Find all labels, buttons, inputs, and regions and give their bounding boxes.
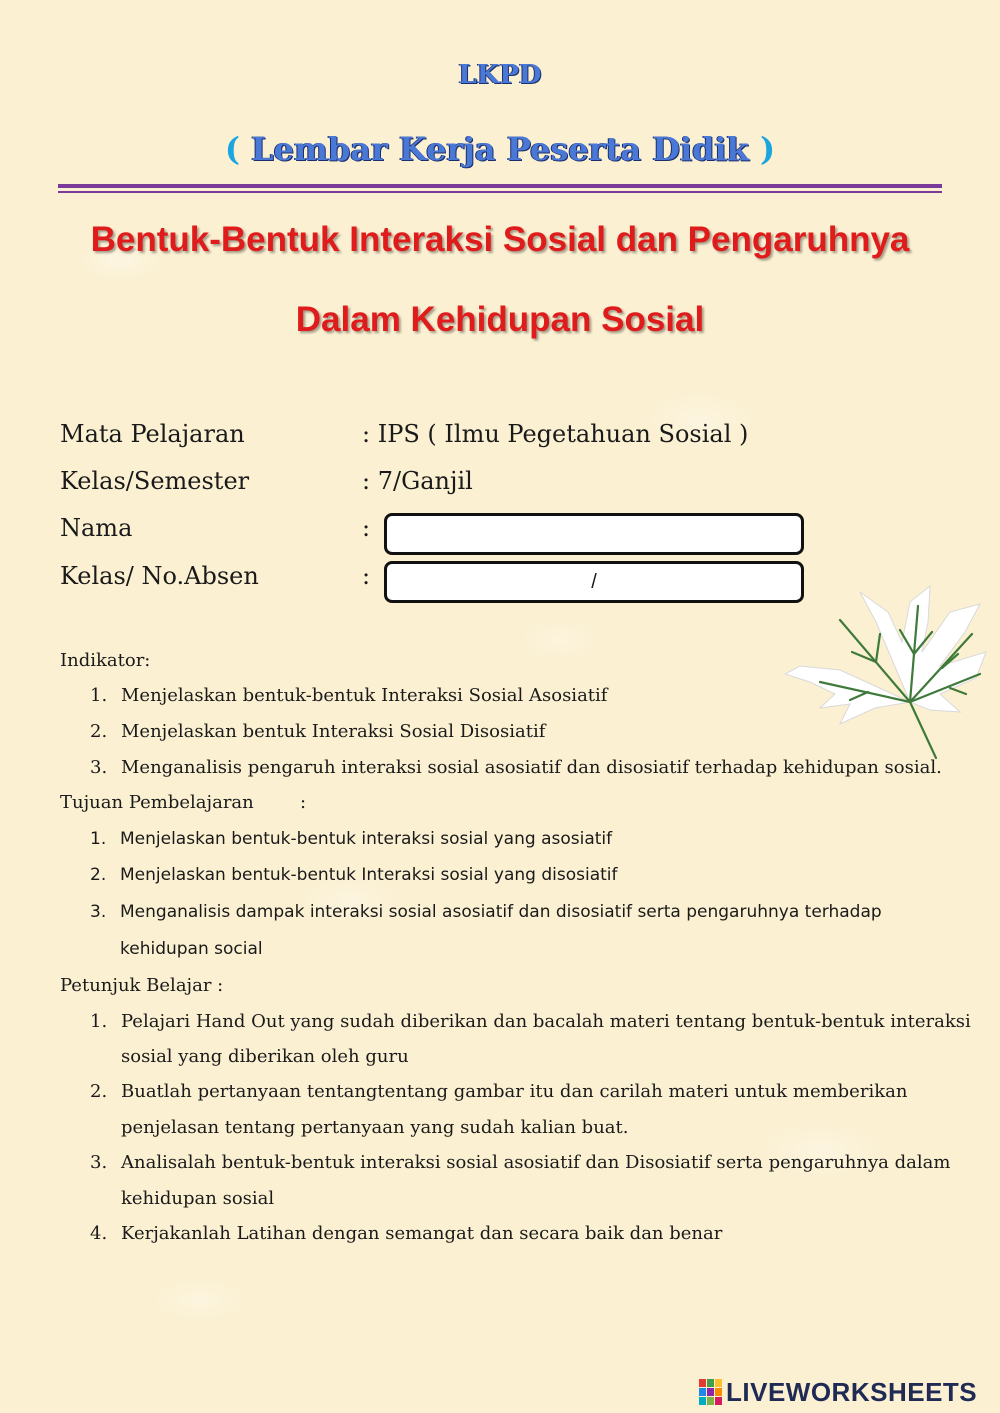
petunjuk-item-4-text: Kerjakanlah Latihan dengan semangat dan secara baik dan benar: [121, 1223, 723, 1244]
petunjuk-item-3-num: 3.: [90, 1152, 108, 1173]
indikator-item-3-text: Menganalisis pengaruh interaksi sosial asosiatif dan disosiatif terhadap kehidupan sosial.: [121, 757, 942, 778]
header-divider-thick: [58, 184, 942, 188]
petunjuk-item-3-text: Analisalah bentuk-bentuk interaksi sosial asosiatif dan Disosiatif serta pengaruhnya dalam: [121, 1152, 951, 1173]
indikator-item-1-num: 1.: [90, 685, 108, 706]
tujuan-item-3-text: Menganalisis dampak interaksi sosial asosiatif dan disosiatif serta pengaruhnya terhadap: [120, 902, 882, 922]
petunjuk-item-2-num: 2.: [90, 1081, 108, 1102]
tujuan-item-2-text: Menjelaskan bentuk-bentuk Interaksi sosial yang disosiatif: [120, 865, 618, 885]
indikator-item-1-text: Menjelaskan bentuk-bentuk Interaksi Sosial Asosiatif: [121, 685, 608, 706]
page-title-line1: Bentuk-Bentuk Interaksi Sosial dan Pengaruhnya: [90, 220, 910, 259]
subtitle-text: Lembar Kerja Peserta Didik: [251, 130, 749, 168]
petunjuk-item-1-text-cont: sosial yang diberikan oleh guru: [121, 1046, 409, 1067]
class-absen-input[interactable]: /: [384, 561, 804, 603]
tujuan-item-1-num: 1.: [90, 829, 107, 849]
indikator-item-2-text: Menjelaskan bentuk Interaksi Sosial Disosiatif: [121, 721, 546, 742]
liveworksheets-text: LIVEWORKSHEETS: [726, 1376, 978, 1407]
document-code: LKPD: [458, 60, 542, 90]
tujuan-item-2-num: 2.: [90, 865, 107, 885]
class-semester-label: Kelas/Semester: [60, 467, 250, 495]
liveworksheets-logo: [698, 1376, 994, 1408]
indikator-heading: Indikator:: [60, 650, 151, 671]
petunjuk-item-4-num: 4.: [90, 1223, 108, 1244]
header-divider-thin: [58, 191, 942, 193]
petunjuk-item-1-num: 1.: [90, 1011, 108, 1032]
class-absen-colon: :: [362, 562, 371, 590]
document-subtitle: [0, 130, 1000, 168]
name-label: Nama: [60, 514, 133, 542]
class-absen-label: Kelas/ No.Absen: [60, 562, 259, 590]
petunjuk-item-1-text: Pelajari Hand Out yang sudah diberikan dan bacalah materi tentang bentuk-bentuk interaksi: [121, 1011, 971, 1032]
petunjuk-heading: Petunjuk Belajar :: [60, 975, 224, 996]
page-title-line2: Dalam Kehidupan Sosial: [295, 300, 705, 339]
petunjuk-item-2-text-cont: penjelasan tentang pertanyaan yang sudah kalian buat.: [121, 1117, 629, 1138]
liveworksheets-icon: [698, 1378, 724, 1406]
indikator-item-3-num: 3.: [90, 757, 108, 778]
petunjuk-item-2-text: Buatlah pertanyaan tentangtentang gambar itu dan carilah materi untuk memberikan: [121, 1081, 908, 1102]
tujuan-colon: :: [300, 792, 307, 813]
class-semester-value: : 7/Ganjil: [362, 467, 473, 495]
subject-label: Mata Pelajaran: [60, 420, 245, 448]
name-colon: :: [362, 514, 371, 542]
tujuan-item-1-text: Menjelaskan bentuk-bentuk interaksi sosial yang asosiatif: [120, 829, 613, 849]
subtitle-paren-close: ): [759, 130, 776, 168]
tujuan-heading: Tujuan Pembelajaran: [60, 792, 254, 813]
indikator-item-2-num: 2.: [90, 721, 108, 742]
name-input[interactable]: [384, 513, 804, 555]
petunjuk-item-3-text-cont: kehidupan sosial: [121, 1188, 275, 1209]
subtitle-paren-open: (: [224, 130, 241, 168]
tujuan-item-3-num: 3.: [90, 902, 107, 922]
tujuan-item-3-text-cont: kehidupan social: [120, 939, 263, 959]
subject-value: : IPS ( Ilmu Pegetahuan Sosial ): [362, 420, 749, 448]
leaf-icon: [780, 582, 992, 762]
